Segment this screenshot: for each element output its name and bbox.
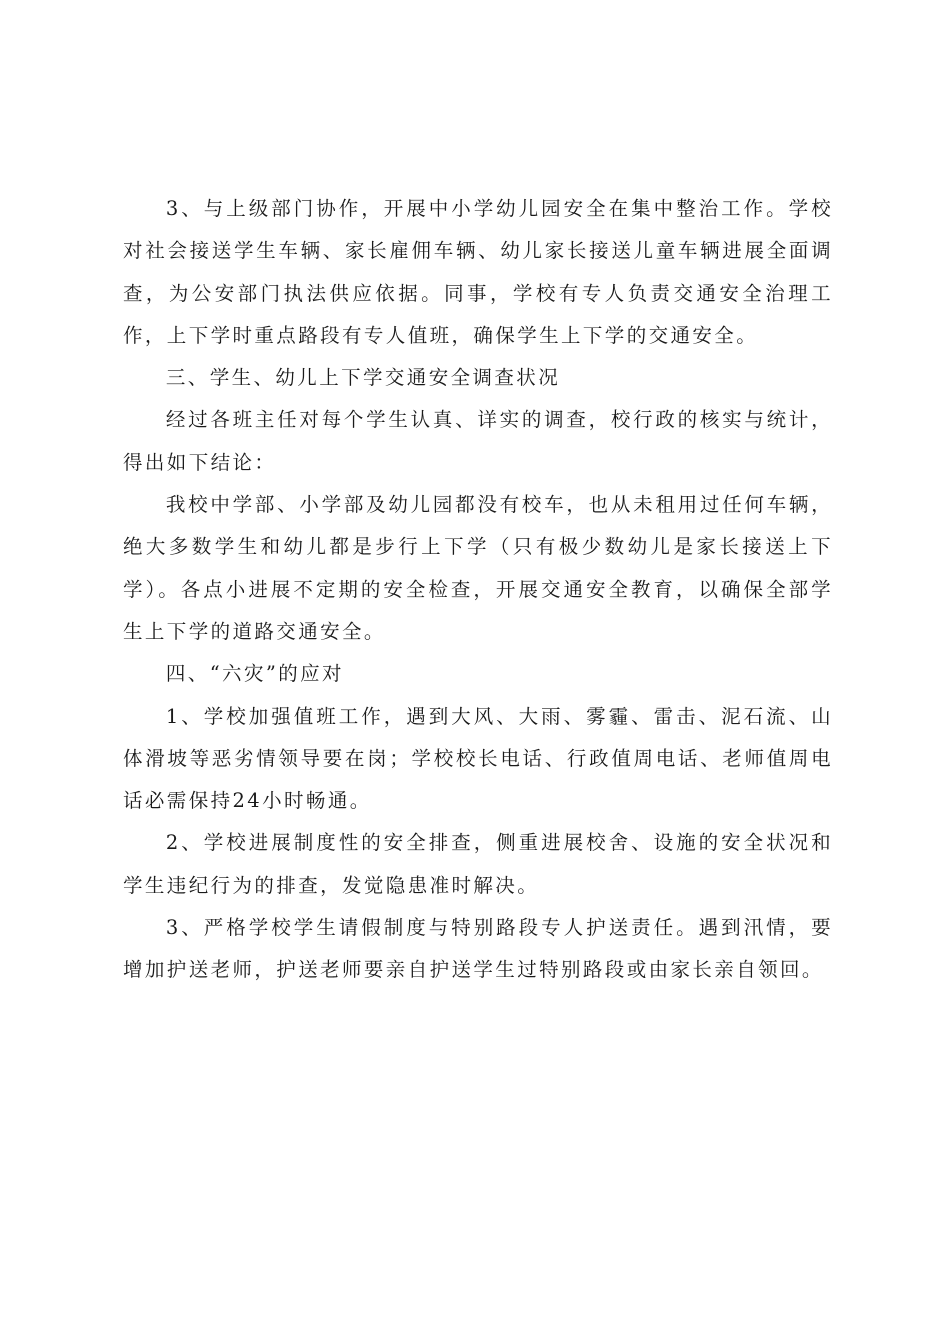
document-body bbox=[123, 188, 833, 992]
paragraph-coordination: 3、与上级部门协作，开展中小学幼儿园安全在集中整治工作。学校对社会接送学生车辆、家长雇佣车辆、幼儿家长接送儿童车辆进展全面调查，为公安部门执法供应依据。同事，学校有专人负责交通安全治理工作，上下学时重点路段有专人值班，确保学生上下学的交通安全。 bbox=[123, 197, 833, 347]
section-heading-six-disasters: 四、“六灾”的应对 bbox=[165, 662, 344, 686]
paragraph-survey-method: 经过各班主任对每个学生认真、详实的调查，校行政的核实与统计，得出如下结论： bbox=[123, 408, 833, 474]
paragraph-safety-inspection: 2、学校进展制度性的安全排查，侧重进展校舍、设施的安全状况和学生违纪行为的排查，发觉隐患准时解决。 bbox=[123, 831, 833, 897]
paragraph-survey-conclusion: 我校中学部、小学部及幼儿园都没有校车，也从未租用过任何车辆，绝大多数学生和幼儿都是步行上下学（只有极少数幼儿是家长接送上下学）。各点小进展不定期的安全检查，开展交通安全教育，以确保全部学生上下学的道路交通安全。 bbox=[123, 493, 833, 643]
section-heading-traffic-survey: 三、学生、幼儿上下学交通安全调查状况 bbox=[165, 366, 561, 390]
paragraph-duty-strengthening: 1、学校加强值班工作，遇到大风、大雨、雾霾、雷击、泥石流、山体滑坡等恶劣情领导要在岗；学校校长电话、行政值周电话、老师值周电话必需保持24小时畅通。 bbox=[123, 704, 833, 813]
paragraph-leave-escort: 3、严格学校学生请假制度与特别路段专人护送责任。遇到汛情，要增加护送老师，护送老师要亲自护送学生过特别路段或由家长亲自领回。 bbox=[123, 916, 833, 982]
